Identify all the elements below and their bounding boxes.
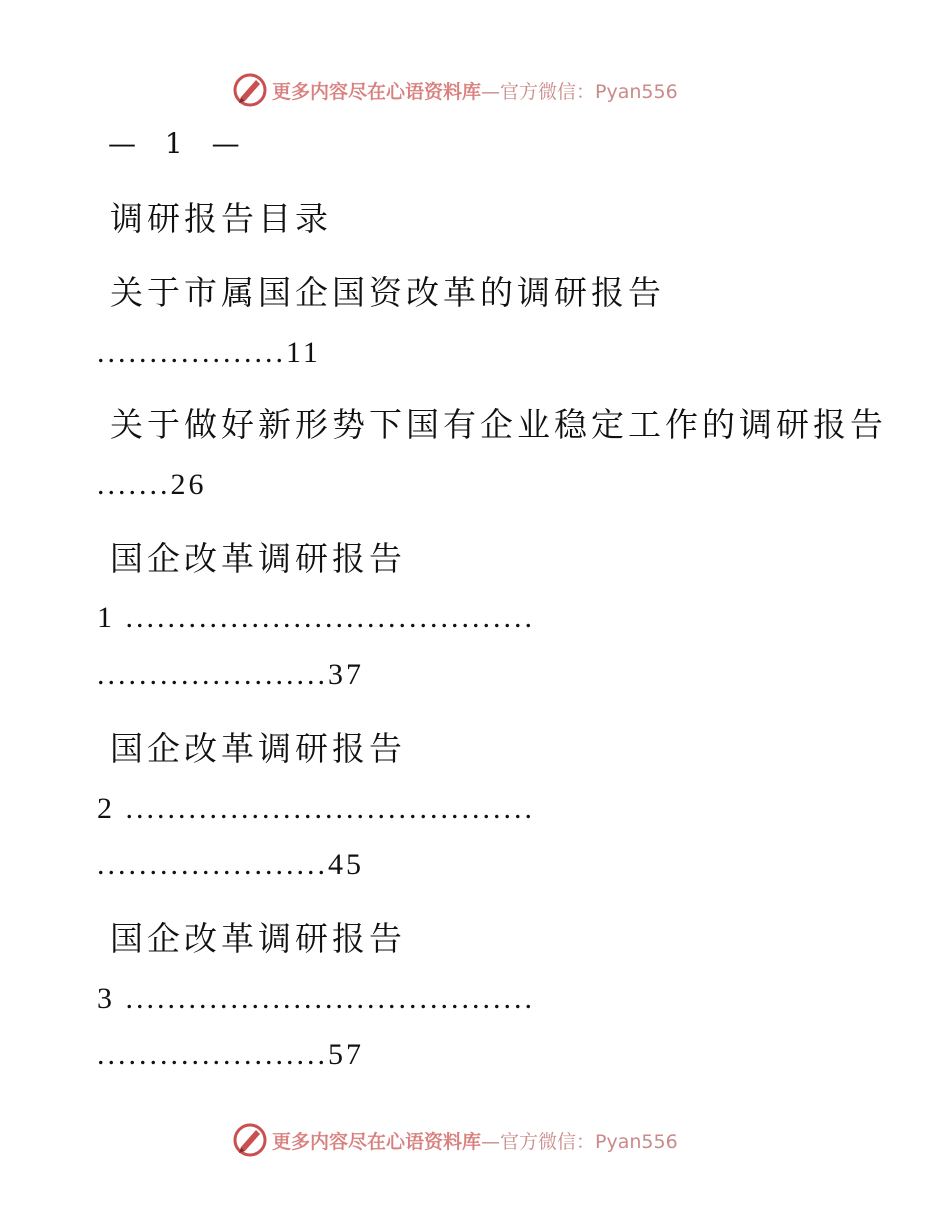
toc-entry-leader: ......................37: [97, 658, 364, 691]
toc-entry-title: 国企改革调研报告: [110, 539, 406, 578]
watermark-contact: —官方微信：Pyan556: [481, 1130, 678, 1153]
toc-entry-leader: ......................57: [97, 1038, 364, 1071]
toc-entry-leader: 3 .......................................: [97, 982, 535, 1015]
toc-entry-leader: 1 .......................................: [97, 601, 535, 634]
toc-entry-title: 国企改革调研报告: [110, 919, 406, 958]
toc-title: 调研报告目录: [110, 199, 332, 238]
pen-logo-icon: [232, 72, 268, 108]
toc-entry-title: 关于市属国企国资改革的调研报告: [110, 273, 665, 312]
header-watermark: [232, 70, 678, 110]
toc-entry-title: 关于做好新形势下国有企业稳定工作的调研报告: [110, 405, 887, 444]
toc-entry-title: 国企改革调研报告: [110, 729, 406, 768]
page-number: — 1 —: [108, 127, 250, 160]
pen-logo-icon: [232, 1122, 268, 1158]
watermark-text: 更多内容尽在心语资料库: [272, 1130, 482, 1153]
footer-watermark: [232, 1120, 678, 1160]
watermark-contact: —官方微信：Pyan556: [481, 80, 678, 103]
watermark-text: 更多内容尽在心语资料库: [272, 80, 482, 103]
toc-entry-leader: ......................45: [97, 848, 364, 881]
toc-entry-leader: ..................11: [97, 336, 321, 369]
toc-entry-leader: .......26: [97, 468, 207, 501]
toc-entry-leader: 2 .......................................: [97, 792, 535, 825]
